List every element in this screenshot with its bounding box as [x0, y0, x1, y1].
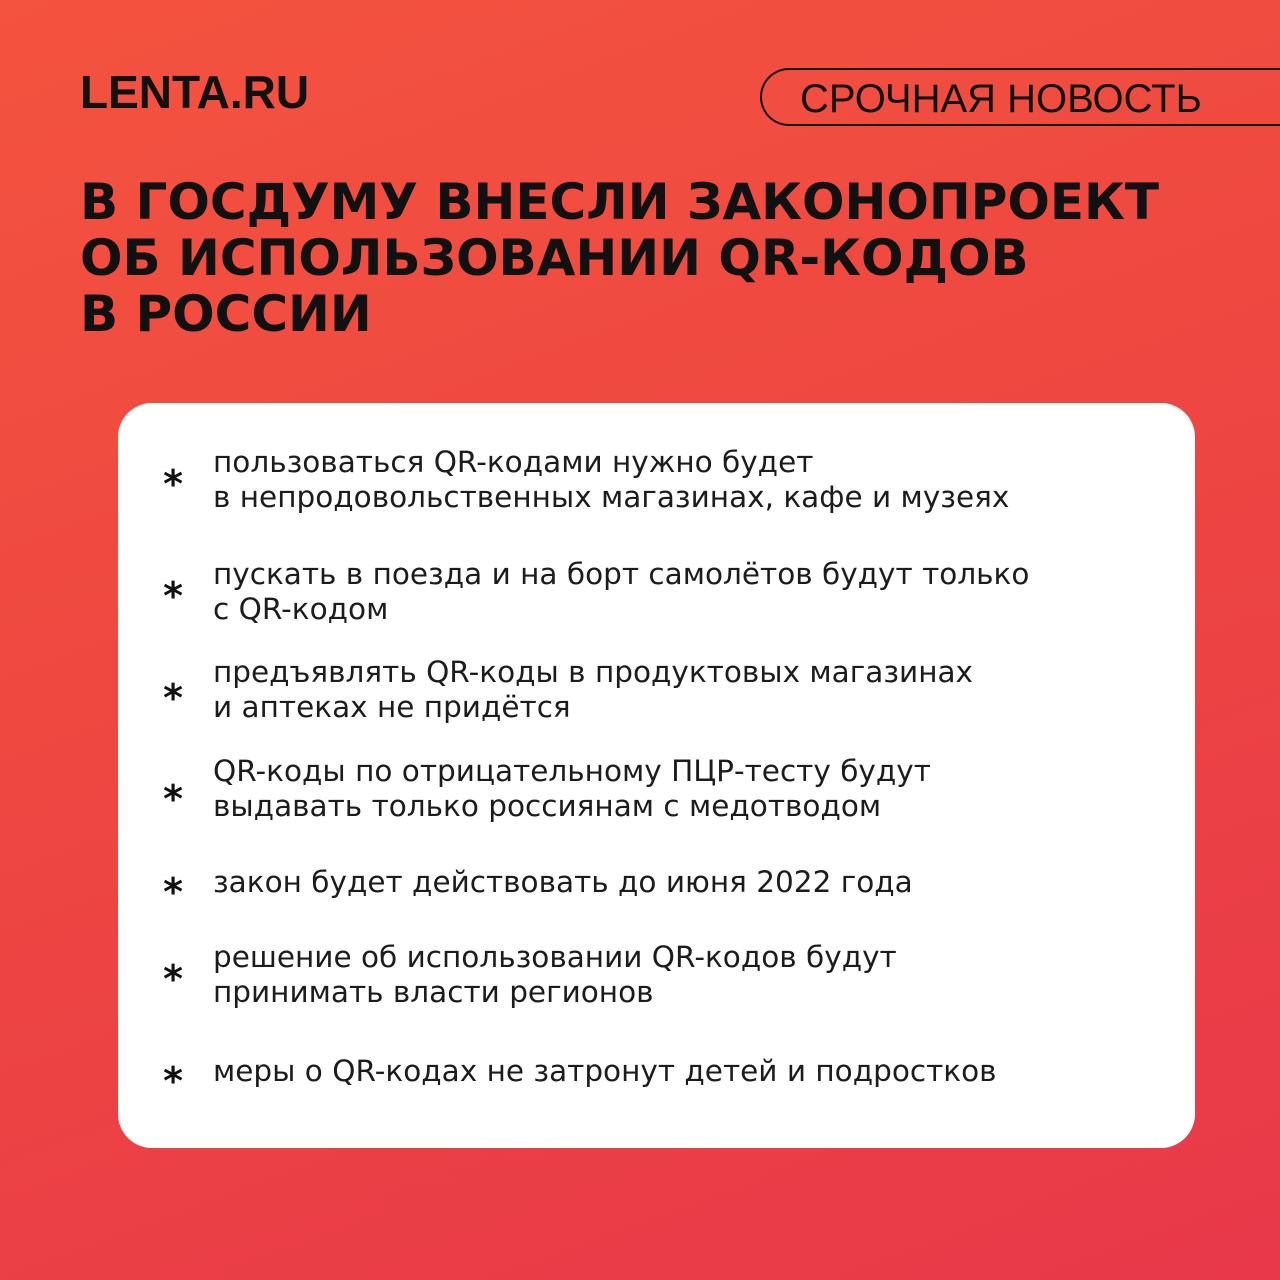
bullet-star-icon: * [163, 574, 183, 618]
list-item-text: QR-коды по отрицательному ПЦР-тесту будут выдавать только россиянам с медотводом [213, 754, 931, 823]
list-item-text: пользоваться QR-кодами нужно будет в непродовольственных магазинах, кафе и музеях [213, 445, 1010, 514]
title-line: ОБ ИСПОЛЬЗОВАНИИ QR-КОДОВ [80, 229, 1029, 287]
title-line: В ГОСДУМУ ВНЕСЛИ ЗАКОНОПРОЕКТ [80, 173, 1160, 231]
list-item-text: меры о QR-кодах не затронут детей и подростков [213, 1054, 997, 1088]
bullet-star-icon: * [163, 777, 183, 821]
list-item-text: решение об использовании QR-кодов будут принимать власти регионов [213, 940, 897, 1009]
page-title [80, 174, 1159, 342]
badge-label: СРОЧНАЯ НОВОСТЬ [800, 77, 1202, 121]
list-item-text: предъявлять QR-коды в продуктовых магазинах и аптеках не придётся [213, 655, 974, 724]
list-item-text: пускать в поезда и на борт самолётов будут только с QR-кодом [213, 557, 1030, 626]
bullet-star-icon: * [163, 957, 183, 1001]
bullet-star-icon: * [163, 676, 183, 720]
key-points-card [118, 403, 1195, 1148]
bullet-star-icon: * [163, 462, 183, 506]
list-item-text: закон будет действовать до июня 2022 года [213, 865, 913, 899]
breaking-news-badge [760, 68, 1280, 126]
title-line: В РОССИИ [80, 285, 372, 343]
bullet-star-icon: * [163, 1059, 183, 1103]
bullet-star-icon: * [163, 870, 183, 914]
site-logo[interactable]: LENTA.RU [80, 66, 310, 118]
